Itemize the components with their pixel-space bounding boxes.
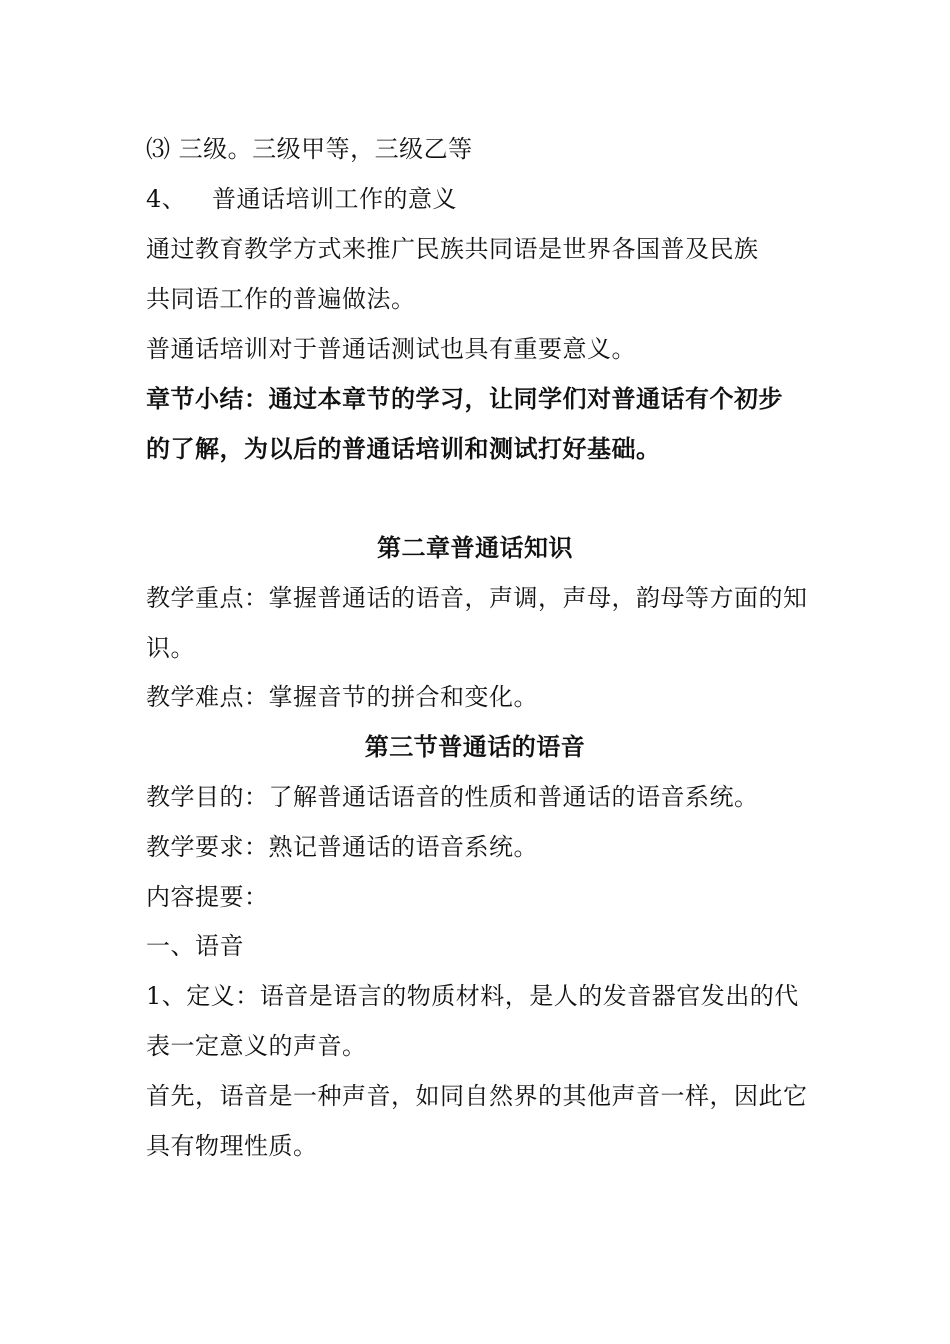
text-line-grade-three: ⑶ 三级。三级甲等，三级乙等: [146, 135, 473, 163]
teaching-difficulty-line: 教学难点：掌握音节的拼合和变化。: [146, 683, 538, 711]
paragraph-line: 普通话培训对于普通话测试也具有重要意义。: [146, 335, 636, 363]
teaching-focus-line: 识。: [146, 634, 195, 662]
definition-line: 1、定义：语音是语言的物质材料，是人的发音器官发出的代: [146, 982, 799, 1010]
content-summary-label: 内容提要：: [146, 883, 269, 911]
chapter-summary-line: 章节小结：通过本章节的学习，让同学们对普通话有个初步: [146, 384, 783, 413]
teaching-goal-line: 教学目的：了解普通话语音的性质和普通话的语音系统。: [146, 783, 759, 811]
paragraph-line: 首先，语音是一种声音，如同自然界的其他声音一样，因此它: [146, 1082, 808, 1110]
paragraph-line: 共同语工作的普遍做法。: [146, 285, 416, 313]
chapter-title: 第二章普通话知识: [377, 533, 573, 562]
section-title: 普通话培训工作的意义: [212, 185, 457, 213]
definition-line: 表一定意义的声音。: [146, 1032, 367, 1060]
section-heading-4: [146, 183, 457, 215]
teaching-requirement-line: 教学要求：熟记普通话的语音系统。: [146, 833, 538, 861]
teaching-focus-line: 教学重点：掌握普通话的语音，声调，声母，韵母等方面的知: [146, 584, 808, 612]
section-title-three: 第三节普通话的语音: [364, 732, 586, 761]
subheading-phonetics: 一、语音: [146, 932, 244, 960]
chapter-summary-line: 的了解，为以后的普通话培训和测试打好基础。: [146, 434, 661, 463]
section-number: 4、: [146, 185, 187, 213]
paragraph-line: 具有物理性质。: [146, 1132, 318, 1160]
paragraph-line: 通过教育教学方式来推广民族共同语是世界各国普及民族: [146, 235, 759, 263]
